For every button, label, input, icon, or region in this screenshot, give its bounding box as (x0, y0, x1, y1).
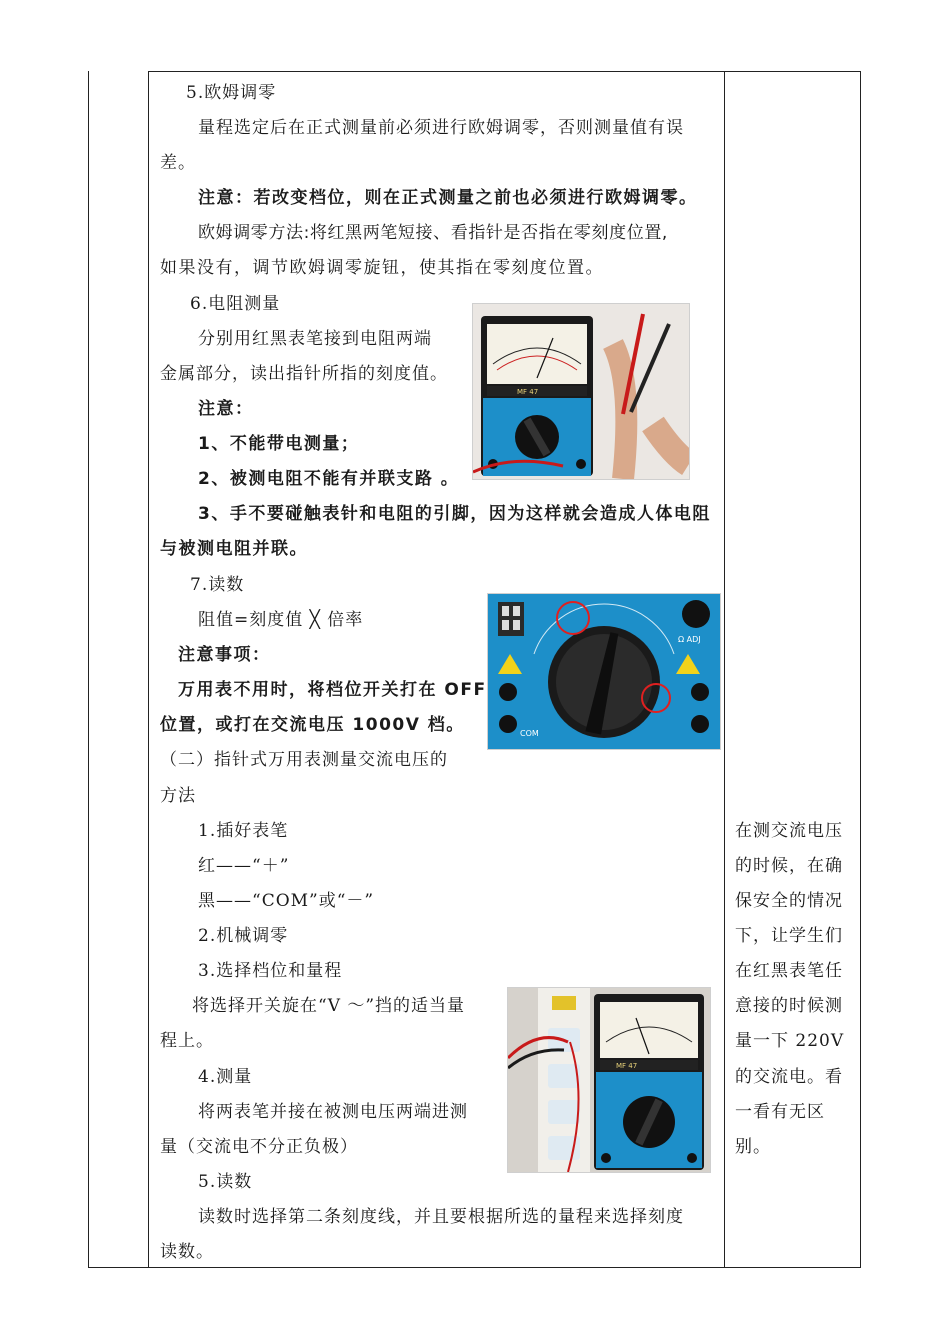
side-note-line-5: 在红黑表笔任 (735, 961, 843, 981)
dial-image (488, 594, 720, 749)
ac-step5: 5.读数 (198, 1172, 253, 1192)
meter-brand-label: MF 47 (517, 388, 539, 396)
resistance-note-1: 1、不能带电测量； (198, 434, 360, 454)
reading-formula: 阻值=刻度值 ╳ 倍率 (198, 610, 364, 630)
column-divider-2 (724, 71, 725, 1268)
ac-step3: 3.选择档位和量程 (198, 961, 343, 981)
column-divider-1 (148, 71, 149, 1268)
ac-step5-line2: 读数。 (160, 1242, 214, 1262)
ac-probe-red: 红——“＋” (198, 856, 290, 876)
resistance-note-3-line2: 与被测电阻并联。 (160, 539, 308, 559)
side-note-line-10: 别。 (735, 1137, 771, 1157)
ac-step4-line2: 量（交流电不分正负极） (160, 1137, 358, 1157)
side-note-line-2: 的时候，在确 (735, 856, 843, 876)
resistance-text-line1: 分别用红黑表笔接到电阻两端 (198, 329, 432, 349)
side-note-line-8: 的交流电。看 (735, 1067, 843, 1087)
resistance-note-2: 2、被测电阻不能有并联支路 。 (198, 469, 460, 489)
reading-notes-line2: 位置，或打在交流电压 1000V 档。 (160, 715, 465, 735)
ohm-zero-text-line2: 差。 (160, 153, 196, 173)
heading-reading: 7.读数 (190, 575, 245, 595)
reading-notes-line1: 万用表不用时，将档位开关打在 OFF (178, 680, 487, 700)
side-note-line-7: 量一下 220V (735, 1031, 845, 1051)
resistance-note-title: 注意： (198, 399, 254, 419)
resistance-text-line2: 金属部分，读出指针所指的刻度值。 (160, 364, 448, 384)
multimeter-image (473, 304, 689, 479)
ac-step5-line1: 读数时选择第二条刻度线，并且要根据所选的量程来选择刻度 (198, 1207, 684, 1227)
side-note-line-6: 意接的时候测 (735, 996, 843, 1016)
ohm-adj-label: Ω ADJ (678, 635, 701, 644)
heading-ac-voltage-line2: 方法 (160, 786, 196, 806)
table-bottom-border (88, 1267, 861, 1268)
ohm-zero-note: 注意：若改变档位，则在正式测量之前也必须进行欧姆调零。 (198, 188, 698, 208)
ac-meter-brand-label: MF 47 (616, 1062, 638, 1070)
ac-step4-line1: 将两表笔并接在被测电压两端进测 (198, 1102, 468, 1122)
ac-step4: 4.测量 (198, 1067, 253, 1087)
ac-step1: 1.插好表笔 (198, 821, 289, 841)
side-note-line-3: 保安全的情况 (735, 891, 843, 911)
ac-step3-line1: 将选择开关旋在“V ～”挡的适当量 (192, 996, 466, 1016)
heading-resistance: 6.电阻测量 (190, 294, 281, 314)
photo-ac-measurement (507, 987, 711, 1173)
heading-ohm-zero: 5.欧姆调零 (186, 83, 277, 103)
ac-meter-image (508, 988, 710, 1172)
resistance-note-3-line1: 3、手不要碰触表针和电阻的引脚，因为这样就会造成人体电阻 (198, 504, 711, 524)
photo-resistance-measurement (472, 303, 690, 480)
side-note-line-4: 下，让学生们 (735, 926, 843, 946)
table-right-border (860, 71, 861, 1268)
heading-ac-voltage-line1: （二）指针式万用表测量交流电压的 (160, 750, 448, 770)
reading-notes-title: 注意事项： (178, 645, 271, 665)
ohm-zero-text-line1: 量程选定后在正式测量前必须进行欧姆调零，否则测量值有误 (198, 118, 684, 138)
ac-step2: 2.机械调零 (198, 926, 289, 946)
com-label: COM (520, 729, 539, 738)
table-top-border (148, 71, 861, 72)
side-note-line-1: 在测交流电压 (735, 821, 843, 841)
ohm-zero-method-line2: 如果没有，调节欧姆调零旋钮，使其指在零刻度位置。 (160, 258, 604, 278)
ac-probe-black: 黑——“COM”或“－” (198, 891, 375, 911)
photo-selector-dial (487, 593, 721, 750)
ac-step3-line2: 程上。 (160, 1031, 214, 1051)
table-left-border (88, 71, 89, 1268)
side-note-line-9: 一看有无区 (735, 1102, 825, 1122)
ohm-zero-method-line1: 欧姆调零方法:将红黑两笔短接、看指针是否指在零刻度位置, (198, 223, 668, 243)
